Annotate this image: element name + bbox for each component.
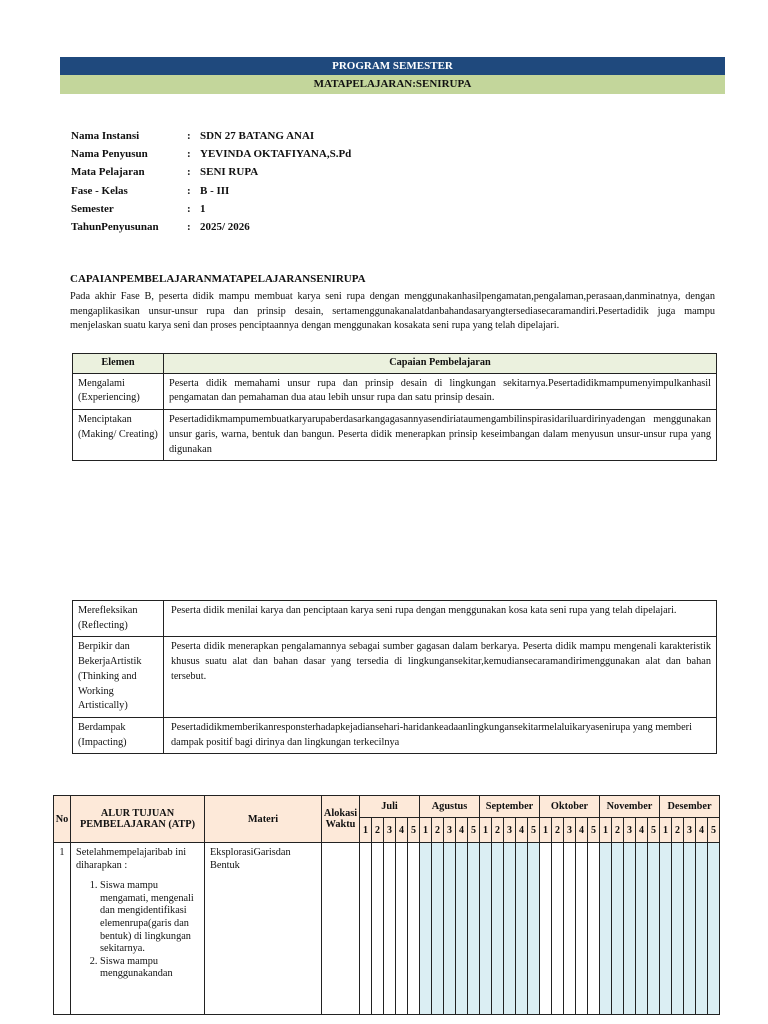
- atp-header: ALUR TUJUAN PEMBELAJARAN (ATP): [71, 796, 205, 843]
- elemen-cell: Mengalami (Experiencing): [73, 373, 164, 409]
- capaian-cell: Pesertadidikmemberikanresponsterhadapkejadiansehari-haridankeadaanlingkungansekitarmelaluikaryasenirupa yang memberi dampak positif bagi dirinya dan lingkungan terkecilnya: [164, 717, 717, 753]
- info-value: B - III: [200, 184, 230, 197]
- schedule-cell: [444, 843, 456, 1015]
- info-label: Nama Instansi: [71, 130, 140, 143]
- schedule-cell: [708, 843, 720, 1015]
- info-row: [71, 182, 351, 200]
- week-header: 5: [528, 818, 540, 843]
- schedule-cell: [480, 843, 492, 1015]
- week-header: 4: [576, 818, 588, 843]
- week-header: 1: [600, 818, 612, 843]
- schedule-cell: [612, 843, 624, 1015]
- schedule-cell: [672, 843, 684, 1015]
- week-header: 1: [540, 818, 552, 843]
- week-header: 1: [660, 818, 672, 843]
- elemen-cell: Berpikir dan BekerjaArtistik (Thinking and Working Artistically): [73, 637, 164, 718]
- alokasi-header: Alokasi Waktu: [322, 796, 360, 843]
- table-row: [73, 601, 717, 637]
- table-row: [73, 637, 717, 718]
- capaian-table-continued: [72, 600, 717, 754]
- schedule-cell: [684, 843, 696, 1015]
- schedule-cell: [576, 843, 588, 1015]
- identity-table: [71, 127, 351, 236]
- schedule-cell: [528, 843, 540, 1015]
- info-label: Semester: [71, 202, 114, 215]
- info-row: [71, 200, 351, 218]
- schedule-cell: [516, 843, 528, 1015]
- week-header: 1: [480, 818, 492, 843]
- info-label: Mata Pelajaran: [71, 166, 145, 179]
- capaian-cell: Pesertadidikmampumembuatkaryarupaberdasarkangagasannyasendiriataumengambilinspirasidariluardirinyadengan menggunakan unsur garis, warna, bentuk dan bangun. Peserta didik menerapkan prinsip keseimbangan dalam menyusun unsur-unsur rupa yang digunakan: [164, 410, 717, 461]
- subject-banner: MATAPELAJARAN:SENIRUPA: [60, 75, 725, 94]
- week-header: 4: [516, 818, 528, 843]
- table-row: [54, 843, 720, 1015]
- week-header: 3: [564, 818, 576, 843]
- info-row: [71, 145, 351, 163]
- info-row: [71, 163, 351, 181]
- week-header: 5: [648, 818, 660, 843]
- capaian-heading: CAPAIANPEMBELAJARANMATAPELAJARANSENIRUPA: [70, 273, 366, 285]
- program-semester-title: PROGRAM SEMESTER: [60, 57, 725, 75]
- schedule-cell: [648, 843, 660, 1015]
- row-number: 1: [54, 843, 71, 1015]
- capaian-header: Capaian Pembelajaran: [164, 354, 717, 374]
- schedule-cell: [624, 843, 636, 1015]
- schedule-cell: [456, 843, 468, 1015]
- elemen-header: Elemen: [73, 354, 164, 374]
- info-colon: :: [187, 130, 191, 143]
- atp-header-row: [54, 796, 720, 818]
- info-row: [71, 127, 351, 145]
- week-header: 4: [456, 818, 468, 843]
- week-header: 3: [384, 818, 396, 843]
- materi-cell: EksplorasiGarisdan Bentuk: [205, 843, 322, 1015]
- info-value: 1: [200, 202, 206, 215]
- schedule-cell: [540, 843, 552, 1015]
- schedule-cell: [636, 843, 648, 1015]
- alokasi-cell: [322, 843, 360, 1015]
- week-header: 5: [708, 818, 720, 843]
- week-header: 3: [624, 818, 636, 843]
- schedule-cell: [420, 843, 432, 1015]
- info-label: TahunPenyusunan: [71, 221, 159, 234]
- list-item: 1. Siswa mampu mengamati, mengenali dan mengidentifikasi elemenrupa(garis dan bentuk) di lingkungan sekitarnya.: [100, 880, 199, 956]
- info-row: [71, 218, 351, 236]
- week-header: 2: [672, 818, 684, 843]
- schedule-cell: [408, 843, 420, 1015]
- table-row: [73, 410, 717, 461]
- week-header: 2: [612, 818, 624, 843]
- schedule-cell: [372, 843, 384, 1015]
- week-header: 2: [372, 818, 384, 843]
- atp-cell: [71, 843, 205, 1015]
- week-header: 5: [408, 818, 420, 843]
- info-colon: :: [187, 202, 191, 215]
- week-header: 5: [468, 818, 480, 843]
- info-colon: :: [187, 221, 191, 234]
- schedule-cell: [432, 843, 444, 1015]
- info-value: 2025/ 2026: [200, 221, 250, 234]
- info-value: SDN 27 BATANG ANAI: [200, 130, 315, 143]
- info-colon: :: [187, 166, 191, 179]
- schedule-cell: [600, 843, 612, 1015]
- elemen-cell: Berdampak (Impacting): [73, 717, 164, 753]
- info-value: SENI RUPA: [200, 166, 259, 179]
- schedule-cell: [564, 843, 576, 1015]
- list-item: 2. Siswa mampu menggunakandan: [100, 956, 199, 981]
- info-colon: :: [187, 184, 191, 197]
- month-header-november: November: [600, 796, 660, 818]
- week-header: 2: [552, 818, 564, 843]
- info-value: YEVINDA OKTAFIYANA,S.Pd: [200, 148, 352, 161]
- schedule-cell: [360, 843, 372, 1015]
- month-header-agustus: Agustus: [420, 796, 480, 818]
- no-header: No: [54, 796, 71, 843]
- schedule-cell: [504, 843, 516, 1015]
- schedule-cell: [696, 843, 708, 1015]
- info-label: Nama Penyusun: [71, 148, 148, 161]
- week-header: 3: [684, 818, 696, 843]
- month-header-oktober: Oktober: [540, 796, 600, 818]
- capaian-header-row: [73, 354, 717, 374]
- capaian-cell: Peserta didik menilai karya dan penciptaan karya seni rupa dengan menggunakan kosa kata seni rupa yang telah dipelajari.: [164, 601, 717, 637]
- week-header: 3: [504, 818, 516, 843]
- week-header: 4: [396, 818, 408, 843]
- table-row: [73, 717, 717, 753]
- materi-header: Materi: [205, 796, 322, 843]
- capaian-paragraph: Pada akhir Fase B, peserta didik mampu membuat karya seni rupa dengan menggunakanhasilpengamatan,pengalaman,perasaan,danminatnya, dengan mengaplikasikan unsur-unsur rupa dan prinsip desain, sertamenggunakanalatdanbahandasaryangtersediasecaramandiri.Pesertadidik juga mampu menjelaskan suatu karya seni dan proses penciptaannya dengan menggunakan kosakata seni rupa yang telah dipelajari.: [70, 291, 715, 332]
- schedule-cell: [588, 843, 600, 1015]
- atp-list: [76, 880, 199, 981]
- capaian-cell: Peserta didik memahami unsur rupa dan prinsip desain di lingkungan sekitarnya.Pesertadidikmampumenyimpulkanhasil pengamatan dan pemahaman dua atau lebih unsur rupa dan satu prinsip desain.: [164, 373, 717, 409]
- week-header: 1: [420, 818, 432, 843]
- table-row: [73, 373, 717, 409]
- schedule-cell: [384, 843, 396, 1015]
- month-header-juli: Juli: [360, 796, 420, 818]
- schedule-cell: [492, 843, 504, 1015]
- schedule-cell: [660, 843, 672, 1015]
- elemen-cell: Merefleksikan (Reflecting): [73, 601, 164, 637]
- elemen-cell: Menciptakan (Making/ Creating): [73, 410, 164, 461]
- atp-table: [53, 795, 720, 1015]
- schedule-cell: [552, 843, 564, 1015]
- capaian-cell: Peserta didik menerapkan pengalamannya sebagai sumber gagasan dalam berkarya. Peserta didik mampu mengenali karakteristik khusus suatu alat dan bahan dasar yang tersedia di lingkungansekitar,kemudiansecaramandirimenggunakan alat dan bahan tersebut.: [164, 637, 717, 718]
- week-header: 3: [444, 818, 456, 843]
- schedule-cell: [396, 843, 408, 1015]
- week-header: 5: [588, 818, 600, 843]
- info-colon: :: [187, 148, 191, 161]
- week-header: 1: [360, 818, 372, 843]
- week-header: 4: [696, 818, 708, 843]
- week-header: 4: [636, 818, 648, 843]
- month-header-desember: Desember: [660, 796, 720, 818]
- week-header: 2: [432, 818, 444, 843]
- month-header-september: September: [480, 796, 540, 818]
- capaian-table: [72, 353, 717, 461]
- info-label: Fase - Kelas: [71, 184, 128, 197]
- atp-intro: Setelahmempelajaribab ini diharapkan :: [76, 847, 187, 871]
- schedule-cell: [468, 843, 480, 1015]
- week-header: 2: [492, 818, 504, 843]
